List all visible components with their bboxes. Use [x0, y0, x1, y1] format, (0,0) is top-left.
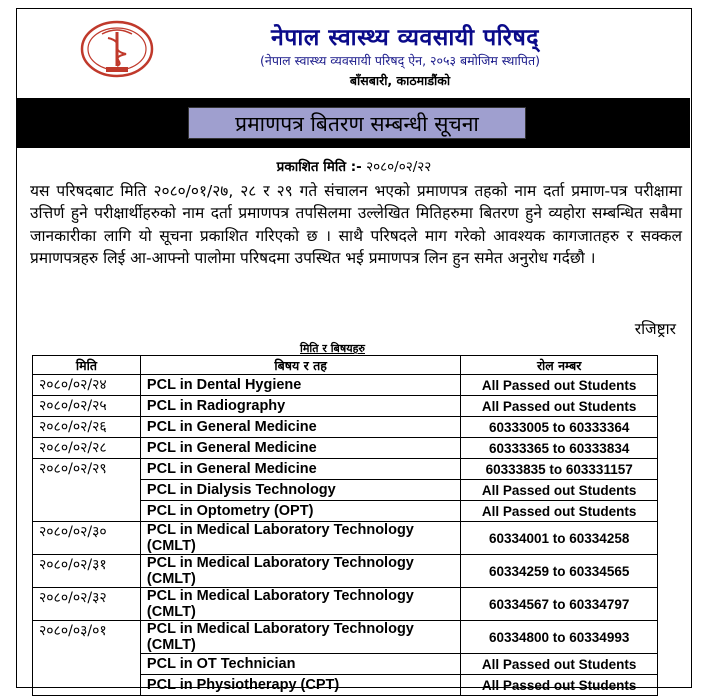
- row-date: २०८०/०२/३२: [33, 588, 141, 621]
- table-row: [33, 621, 658, 654]
- published-date: २०८०/०२/२२: [366, 159, 432, 175]
- notice-body: यस परिषदबाट मिति २०८०/०१/२७, २८ र २९ गते संचालन भएको प्रमाणपत्र तहको नाम दर्ता प्रमाण-पत्र परीक्षामा उत्तिर्ण हुने परीक्षार्थीहरुको नाम दर्ता प्रमाणपत्र तपसिलमा उल्लेखित मितिहरुमा बितरण हुने व्यहोरा सम्बन्धित सबैमा जानकारीका लागि यो सूचना प्रकाशित गरिएको छ । साथै परिषदले माग गरेको आवश्यक कागजातहरु र सक्कल प्रमाणपत्रहरु लिई आ-आफ्नो पालोमा परिषदमा उपस्थित भई प्रमाणपत्र लिन हुन समेत अनुरोध गर्दछौ ।: [30, 182, 682, 268]
- table-caption: मिति र बिषयहरु: [300, 342, 365, 355]
- council-seal-icon: [80, 20, 154, 78]
- row-date: २०८०/०२/३०: [33, 522, 141, 555]
- table-header-row: [33, 356, 658, 375]
- table-row: [33, 438, 658, 459]
- row-roll: 60333835 to 603331157: [461, 459, 658, 480]
- published-date-line: [0, 157, 708, 175]
- row-roll: All Passed out Students: [461, 375, 658, 396]
- row-subject: PCL in General Medicine: [140, 459, 460, 480]
- row-roll: 60333005 to 60333364: [461, 417, 658, 438]
- row-subject: PCL in Medical Laboratory Technology (CMLT): [140, 522, 460, 555]
- row-subject: PCL in Dialysis Technology: [140, 480, 460, 501]
- table-row: [33, 375, 658, 396]
- table-row: [33, 417, 658, 438]
- row-roll: All Passed out Students: [461, 654, 658, 675]
- row-roll: 60334567 to 60334797: [461, 588, 658, 621]
- row-roll: 60334800 to 60334993: [461, 621, 658, 654]
- row-date: २०८०/०२/२६: [33, 417, 141, 438]
- distribution-schedule-table: [32, 355, 658, 696]
- row-roll: All Passed out Students: [461, 480, 658, 501]
- row-subject: PCL in Medical Laboratory Technology (CMLT): [140, 555, 460, 588]
- table-row: [33, 396, 658, 417]
- table-row: [33, 459, 658, 480]
- row-roll: 60333365 to 60333834: [461, 438, 658, 459]
- org-name: नेपाल स्वास्थ्य व्यवसायी परिषद्: [270, 25, 540, 51]
- row-subject: PCL in Radiography: [140, 396, 460, 417]
- org-subtitle: (नेपाल स्वास्थ्य व्यवसायी परिषद् ऐन, २०५३ बमोजिम स्थापित): [260, 53, 540, 68]
- row-subject: PCL in General Medicine: [140, 417, 460, 438]
- row-subject: PCL in Medical Laboratory Technology (CMLT): [140, 621, 460, 654]
- row-date: २०८०/०२/२९: [33, 459, 141, 522]
- notice-title: प्रमाणपत्र बितरण सम्बन्धी सूचना: [188, 107, 526, 139]
- header-date: मिति: [33, 356, 141, 375]
- published-label: प्रकाशित मिति :-: [276, 159, 362, 175]
- row-date: २०८०/०२/२५: [33, 396, 141, 417]
- row-subject: PCL in Physiotherapy (CPT): [140, 675, 460, 696]
- table-row: [33, 588, 658, 621]
- row-subject: PCL in Medical Laboratory Technology (CMLT): [140, 588, 460, 621]
- row-roll: 60334259 to 60334565: [461, 555, 658, 588]
- row-subject: PCL in OT Technician: [140, 654, 460, 675]
- row-roll: 60334001 to 60334258: [461, 522, 658, 555]
- table-row: [33, 555, 658, 588]
- header-roll: रोल नम्बर: [461, 356, 658, 375]
- row-roll: All Passed out Students: [461, 501, 658, 522]
- signature: रजिष्ट्रार: [634, 320, 676, 338]
- header-subject: बिषय र तह: [140, 356, 460, 375]
- row-subject: PCL in General Medicine: [140, 438, 460, 459]
- row-subject: PCL in Optometry (OPT): [140, 501, 460, 522]
- row-roll: All Passed out Students: [461, 396, 658, 417]
- row-date: २०८०/०२/३१: [33, 555, 141, 588]
- row-date: २०८०/०२/२८: [33, 438, 141, 459]
- row-subject: PCL in Dental Hygiene: [140, 375, 460, 396]
- row-date: २०८०/०३/०१: [33, 621, 141, 696]
- row-roll: All Passed out Students: [461, 675, 658, 696]
- org-location: बाँसबारी, काठमाडौंको: [349, 73, 451, 88]
- row-date: २०८०/०२/२४: [33, 375, 141, 396]
- table-row: [33, 522, 658, 555]
